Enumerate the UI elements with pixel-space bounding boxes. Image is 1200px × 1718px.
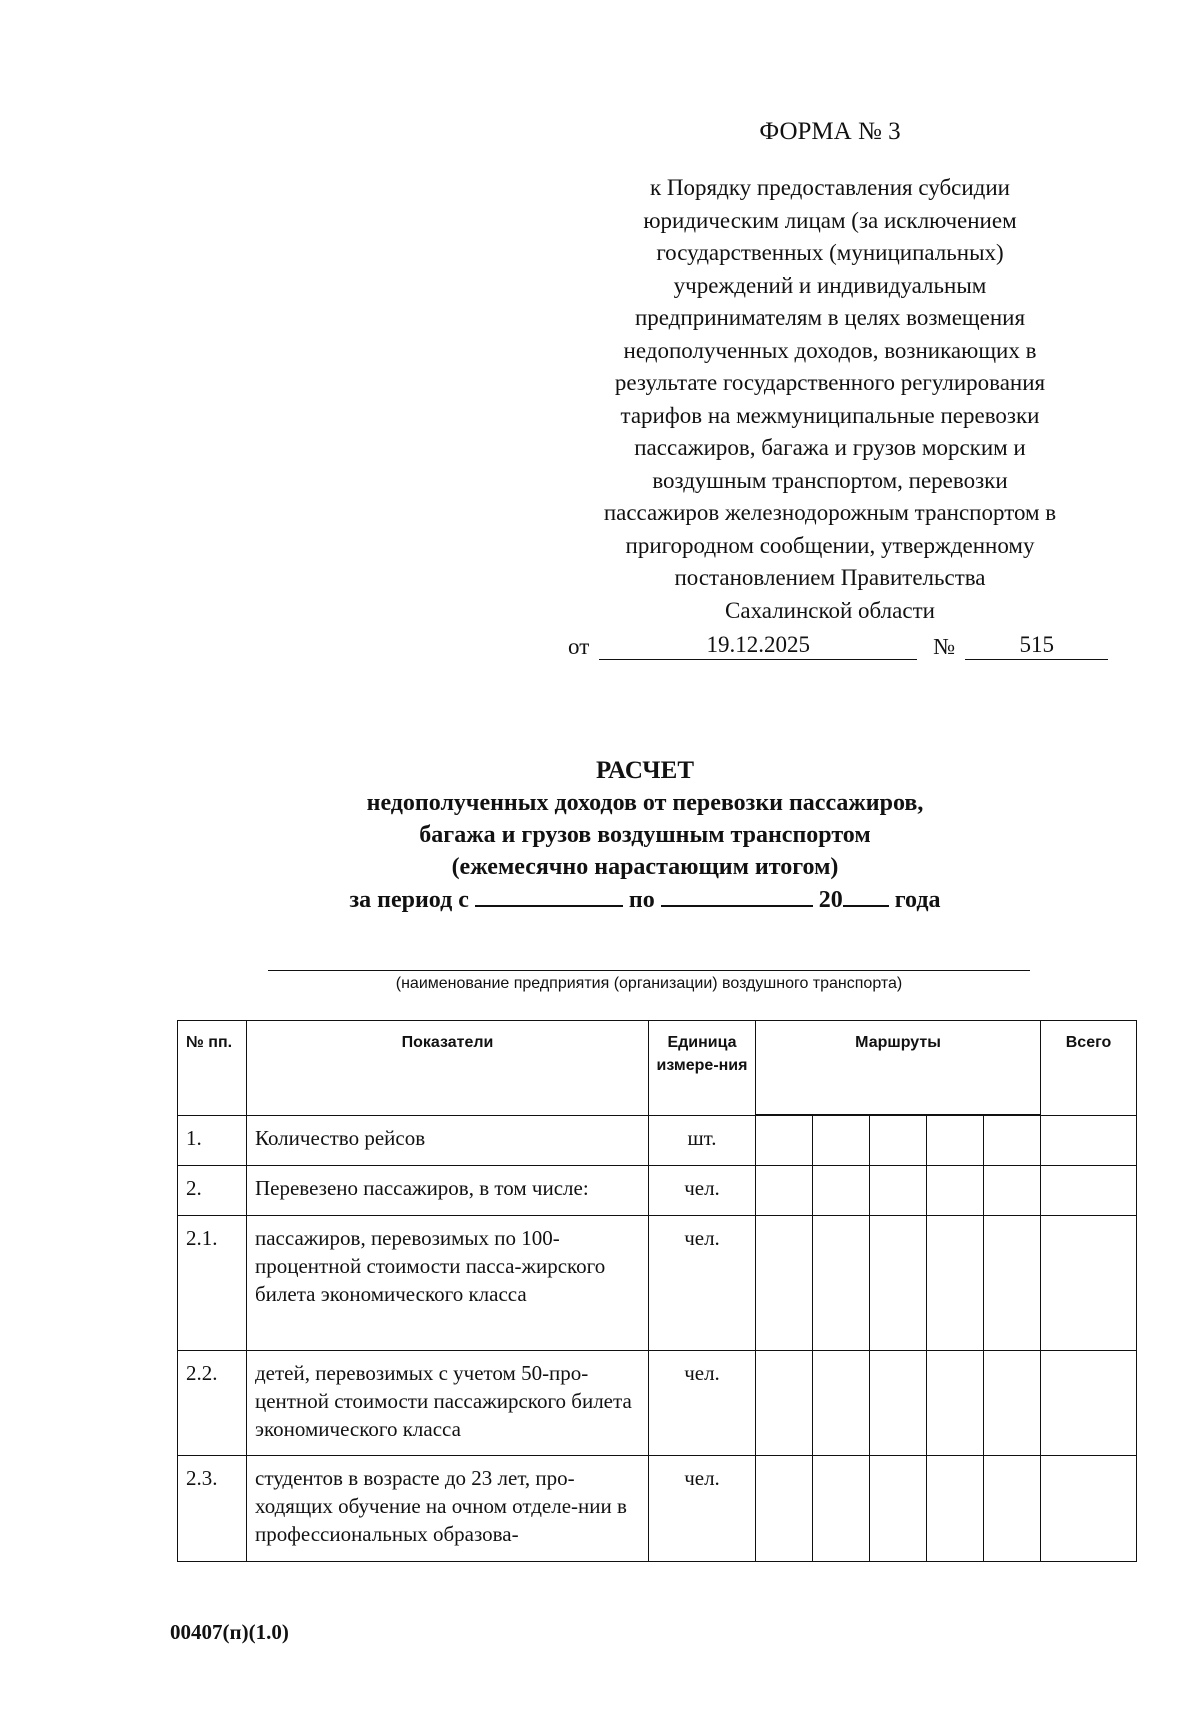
basis-line: постановлением Правительства	[674, 565, 986, 590]
route-cell[interactable]	[870, 1216, 927, 1351]
route-cell[interactable]	[984, 1116, 1041, 1166]
table-header-row	[178, 1021, 1137, 1115]
row-num: 2.2.	[178, 1351, 247, 1456]
number-prefix: №	[933, 634, 956, 659]
header-indicator: Показатели	[247, 1021, 649, 1116]
row-indicator: студентов в возрасте до 23 лет, про-ходящих обучение на очном отделе-нии в профессиональных образова-	[247, 1456, 649, 1562]
calculation-title	[240, 755, 1050, 916]
period-to-field[interactable]	[661, 883, 813, 907]
title-subheading: недополученных доходов от перевозки пассажиров,	[366, 790, 924, 816]
route-cell[interactable]	[813, 1216, 870, 1351]
row-indicator: Количество рейсов	[247, 1116, 649, 1166]
basis-line: государственных (муниципальных)	[656, 240, 1004, 265]
basis-line: пассажиров, багажа и грузов морским и	[634, 435, 1026, 460]
route-cell[interactable]	[870, 1166, 927, 1216]
basis-line: к Порядку предоставления субсидии	[650, 175, 1010, 200]
total-cell[interactable]	[1041, 1166, 1137, 1216]
route-cell[interactable]	[870, 1456, 927, 1562]
row-unit: чел.	[649, 1456, 756, 1562]
table-row	[178, 1216, 1137, 1351]
row-num: 2.3.	[178, 1456, 247, 1562]
period-prefix: за период с	[349, 887, 469, 913]
year-prefix: 20	[818, 887, 843, 913]
period-to-label: по	[628, 887, 655, 913]
route-cell[interactable]	[927, 1116, 984, 1166]
route-cell[interactable]	[927, 1456, 984, 1562]
route-cell[interactable]	[813, 1351, 870, 1456]
total-cell[interactable]	[1041, 1216, 1137, 1351]
basis-line: результате государственного регулирования	[614, 370, 1046, 395]
organization-name-field[interactable]	[268, 970, 1030, 971]
route-cell[interactable]	[984, 1351, 1041, 1456]
basis-line: Сахалинской области	[725, 597, 935, 623]
basis-line: учреждений и индивидуальным	[673, 272, 987, 298]
basis-line: предпринимателям в целях возмещения	[634, 305, 1026, 330]
route-cell[interactable]	[927, 1351, 984, 1456]
title-subheading: (ежемесячно нарастающим итогом)	[451, 854, 839, 880]
basis-line: юридическим лицам (за исключением	[643, 207, 1017, 233]
basis-line: тарифов на межмуниципальные перевозки	[620, 402, 1040, 428]
table-row	[178, 1456, 1137, 1562]
total-cell[interactable]	[1041, 1351, 1137, 1456]
year-suffix: года	[894, 887, 941, 913]
form-number: ФОРМА № 3	[759, 118, 901, 145]
basis-line: воздушным транспортом, перевозки	[652, 467, 1008, 493]
route-cell[interactable]	[756, 1166, 813, 1216]
calculation-table	[177, 1020, 1137, 1562]
route-cell[interactable]	[927, 1216, 984, 1351]
route-cell[interactable]	[927, 1166, 984, 1216]
total-cell[interactable]	[1041, 1456, 1137, 1562]
basis-line: пассажиров железнодорожным транспортом в	[603, 500, 1057, 525]
route-cell[interactable]	[756, 1456, 813, 1562]
row-num: 2.	[178, 1166, 247, 1216]
resolution-date-line	[568, 628, 1108, 660]
organization-name-caption: (наименование предприятия (организации) воздушного транспорта)	[395, 975, 903, 992]
header-routes: Маршруты	[756, 1021, 1041, 1115]
route-cell[interactable]	[813, 1456, 870, 1562]
table-row	[178, 1166, 1137, 1216]
route-cell[interactable]	[756, 1351, 813, 1456]
table-row	[178, 1116, 1137, 1166]
year-field[interactable]	[843, 883, 889, 907]
row-indicator: Перевезено пассажиров, в том числе:	[247, 1166, 649, 1216]
period-from-field[interactable]	[475, 883, 623, 907]
route-cell[interactable]	[984, 1456, 1041, 1562]
period-line	[240, 883, 1050, 916]
row-num: 2.1.	[178, 1216, 247, 1351]
title-subheading: багажа и грузов воздушным транспортом	[419, 822, 871, 848]
row-unit: чел.	[649, 1166, 756, 1216]
header-total: Всего	[1041, 1021, 1137, 1116]
row-unit: чел.	[649, 1351, 756, 1456]
row-unit: шт.	[649, 1116, 756, 1166]
route-cell[interactable]	[984, 1166, 1041, 1216]
total-cell[interactable]	[1041, 1116, 1137, 1166]
resolution-number: 515	[965, 632, 1108, 660]
row-unit: чел.	[649, 1216, 756, 1351]
route-cell[interactable]	[870, 1351, 927, 1456]
route-cell[interactable]	[813, 1116, 870, 1166]
row-num: 1.	[178, 1116, 247, 1166]
header-num: № пп.	[178, 1021, 247, 1116]
date-prefix: от	[568, 634, 590, 659]
route-cell[interactable]	[756, 1116, 813, 1166]
route-cell[interactable]	[984, 1216, 1041, 1351]
route-cell[interactable]	[756, 1216, 813, 1351]
basis-line: пригородном сообщении, утвержденному	[625, 532, 1035, 558]
route-cell[interactable]	[813, 1166, 870, 1216]
table-row	[178, 1351, 1137, 1456]
document-code: 00407(п)(1.0)	[170, 1620, 289, 1644]
row-indicator: пассажиров, перевозимых по 100-процентной стоимости пасса-жирского билета экономического класса	[247, 1216, 649, 1351]
row-indicator: детей, перевозимых с учетом 50-про-центной стоимости пассажирского билета экономического класса	[247, 1351, 649, 1456]
route-cell[interactable]	[870, 1116, 927, 1166]
resolution-date: 19.12.2025	[599, 632, 917, 660]
title-heading: РАСЧЕТ	[595, 757, 694, 784]
header-unit: Единица измере-ния	[649, 1021, 756, 1116]
basis-line: недополученных доходов, возникающих в	[623, 337, 1037, 363]
form-basis-text	[540, 172, 1120, 627]
